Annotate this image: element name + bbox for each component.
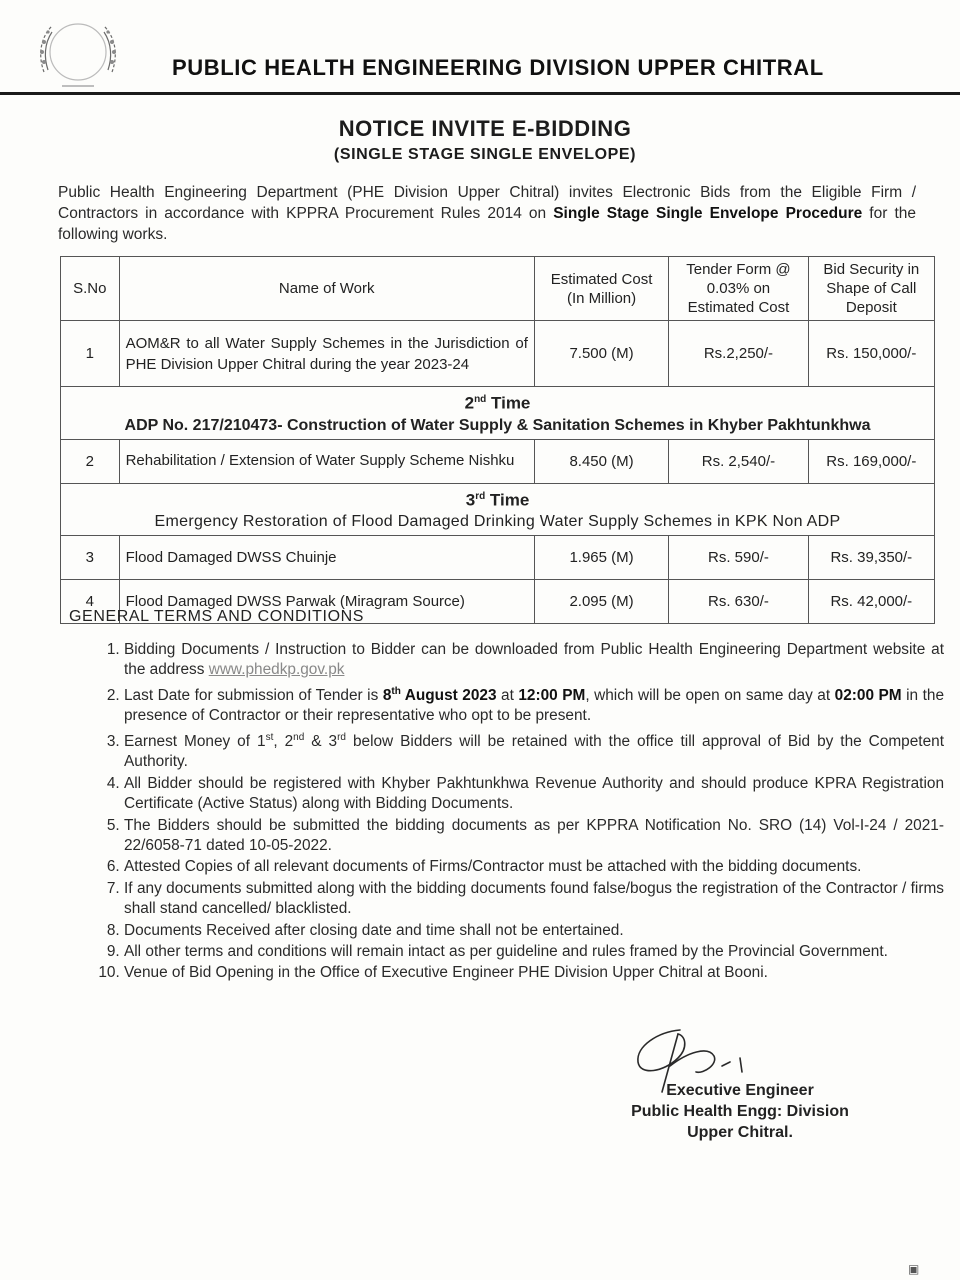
term-item-4: 4. All Bidder should be registered with Khyber Pakhtunkhwa Revenue Authority and should produce KPRA Registration Certificate (Active Status) along with Bidding Documents. [124,774,944,815]
row2-tender-fee: Rs. 2,540/- [669,439,808,483]
intro-text-end: for the following works. [58,205,917,243]
intro-procedure: Single Stage Single Envelope Procedure [553,205,863,222]
row1-name: AOM&R to all Water Supply Schemes in the Jurisdiction of PHE Division Upper Chitral during the year 2023-24 [119,321,534,387]
row3-tender-fee: Rs. 590/- [669,536,808,580]
organization-title: PUBLIC HEALTH ENGINEERING DIVISION UPPER CHITRAL [172,55,824,80]
term-item-9: 9. All other terms and conditions will remain intact as per guideline and rules framed by the Provincial Government. [124,942,944,962]
row1-cost: 7.500 (M) [534,321,668,387]
scanner-app-icon: ▣ [908,1262,920,1276]
notice-subtitle: (SINGLE STAGE SINGLE ENVELOPE) [333,146,637,163]
submission-time: 12:00 PM [518,686,586,704]
terms-list [92,640,944,985]
row3-cost: 1.965 (M) [534,536,668,580]
opening-time: 02:00 PM [834,686,902,704]
term-item-1: 1. Bidding Documents / Instruction to Bidder can be downloaded from Public Health Engineering Department website at the address www.phedkp.gov.pk [124,640,944,681]
row4-sno: 4 [61,580,120,624]
intro-text: Public Health Engineering Department (PHE Division Upper Chitral) invites Electronic Bids from the Eligible Firm / Contractors in accordance with KPPRA Procurement Rules 2014 on [58,184,916,222]
term-item-6: 6. Attested Copies of all relevant documents of Firms/Contractor must be attached with the bidding documents. [124,857,944,877]
signatory-title: Executive Engineer [666,1082,814,1099]
header-divider [0,92,960,95]
terms-heading: GENERAL TERMS AND CONDITIONS [69,608,365,625]
table-header-row [61,257,935,321]
notice-title: NOTICE INVITE E-BIDDING [338,116,632,141]
signatory-department: Public Health Engg: Division [631,1103,849,1120]
header-bid-security: Bid Security in Shape of Call Deposit [808,257,934,321]
row2-name: Rehabilitation / Extension of Water Supply Scheme Nishku [119,439,534,483]
header-sno: S.No [61,257,120,321]
section-2nd-time [61,387,935,440]
section-3rd-time [61,483,935,536]
signatory-location: Upper Chitral. [687,1124,793,1141]
section-2-label: 2nd Time [464,393,531,413]
table-row [61,321,935,387]
row3-bid-security: Rs. 39,350/- [808,536,934,580]
row2-sno: 2 [61,439,120,483]
works-table [60,256,935,624]
term-item-10: 10. Venue of Bid Opening in the Office of Executive Engineer PHE Division Upper Chitral at Booni. [124,963,944,983]
section-3-label: 3rd Time [465,490,530,510]
row4-tender-fee: Rs. 630/- [669,580,808,624]
term-item-5: 5. The Bidders should be submitted the bidding documents as per KPPRA Notification No. SRO (14) Vol-I-24 / 2021-22/6058-71 dated 10-05-2022. [124,816,944,857]
row3-sno: 3 [61,536,120,580]
row4-cost: 2.095 (M) [534,580,668,624]
term-item-8: 8. Documents Received after closing date and time shall not be entertained. [124,921,944,941]
section-2-heading: ADP No. 217/210473- Construction of Water Supply & Sanitation Schemes in Khyber Pakhtunkhwa [124,416,871,434]
government-seal-logo [32,12,124,92]
section-row [61,483,935,536]
row4-bid-security: Rs. 42,000/- [808,580,934,624]
row1-sno: 1 [61,321,120,387]
row3-name: Flood Damaged DWSS Chuinje [119,536,534,580]
section-3-heading: Emergency Restoration of Flood Damaged Drinking Water Supply Schemes in KPK Non ADP [154,513,841,531]
header-tender-form: Tender Form @ 0.03% on Estimated Cost [669,257,808,321]
table-row [61,536,935,580]
header-name-of-work: Name of Work [119,257,534,321]
row2-bid-security: Rs. 169,000/- [808,439,934,483]
row1-tender-fee: Rs.2,250/- [669,321,808,387]
header-estimated-cost: Estimated Cost (In Million) [534,257,668,321]
row4-name: Flood Damaged DWSS Parwak (Miragram Source) [119,580,534,624]
row2-cost: 8.450 (M) [534,439,668,483]
website-link[interactable]: www.phedkp.gov.pk [208,661,345,679]
term-item-7: 7. If any documents submitted along with the bidding documents found false/bogus the registration of the Contractor / firms shall stand cancelled/ blacklisted. [124,879,944,920]
last-date: 8th August 2023 [382,685,497,704]
term-item-2: 2. Last Date for submission of Tender is 8th August 2023 at 12:00 PM, which will be open on same day at 02:00 PM in the presence of Contractor or their representative who opt to be present. [124,682,944,727]
section-row [61,387,935,440]
term-item-3: 3. Earnest Money of 1st, 2nd & 3rd below Bidders will be retained with the office till approval of Bid by the Competent Authority. [124,728,944,773]
table-row [61,439,935,483]
row1-bid-security: Rs. 150,000/- [808,321,934,387]
signatory-block [600,1080,880,1143]
intro-paragraph [58,182,916,245]
